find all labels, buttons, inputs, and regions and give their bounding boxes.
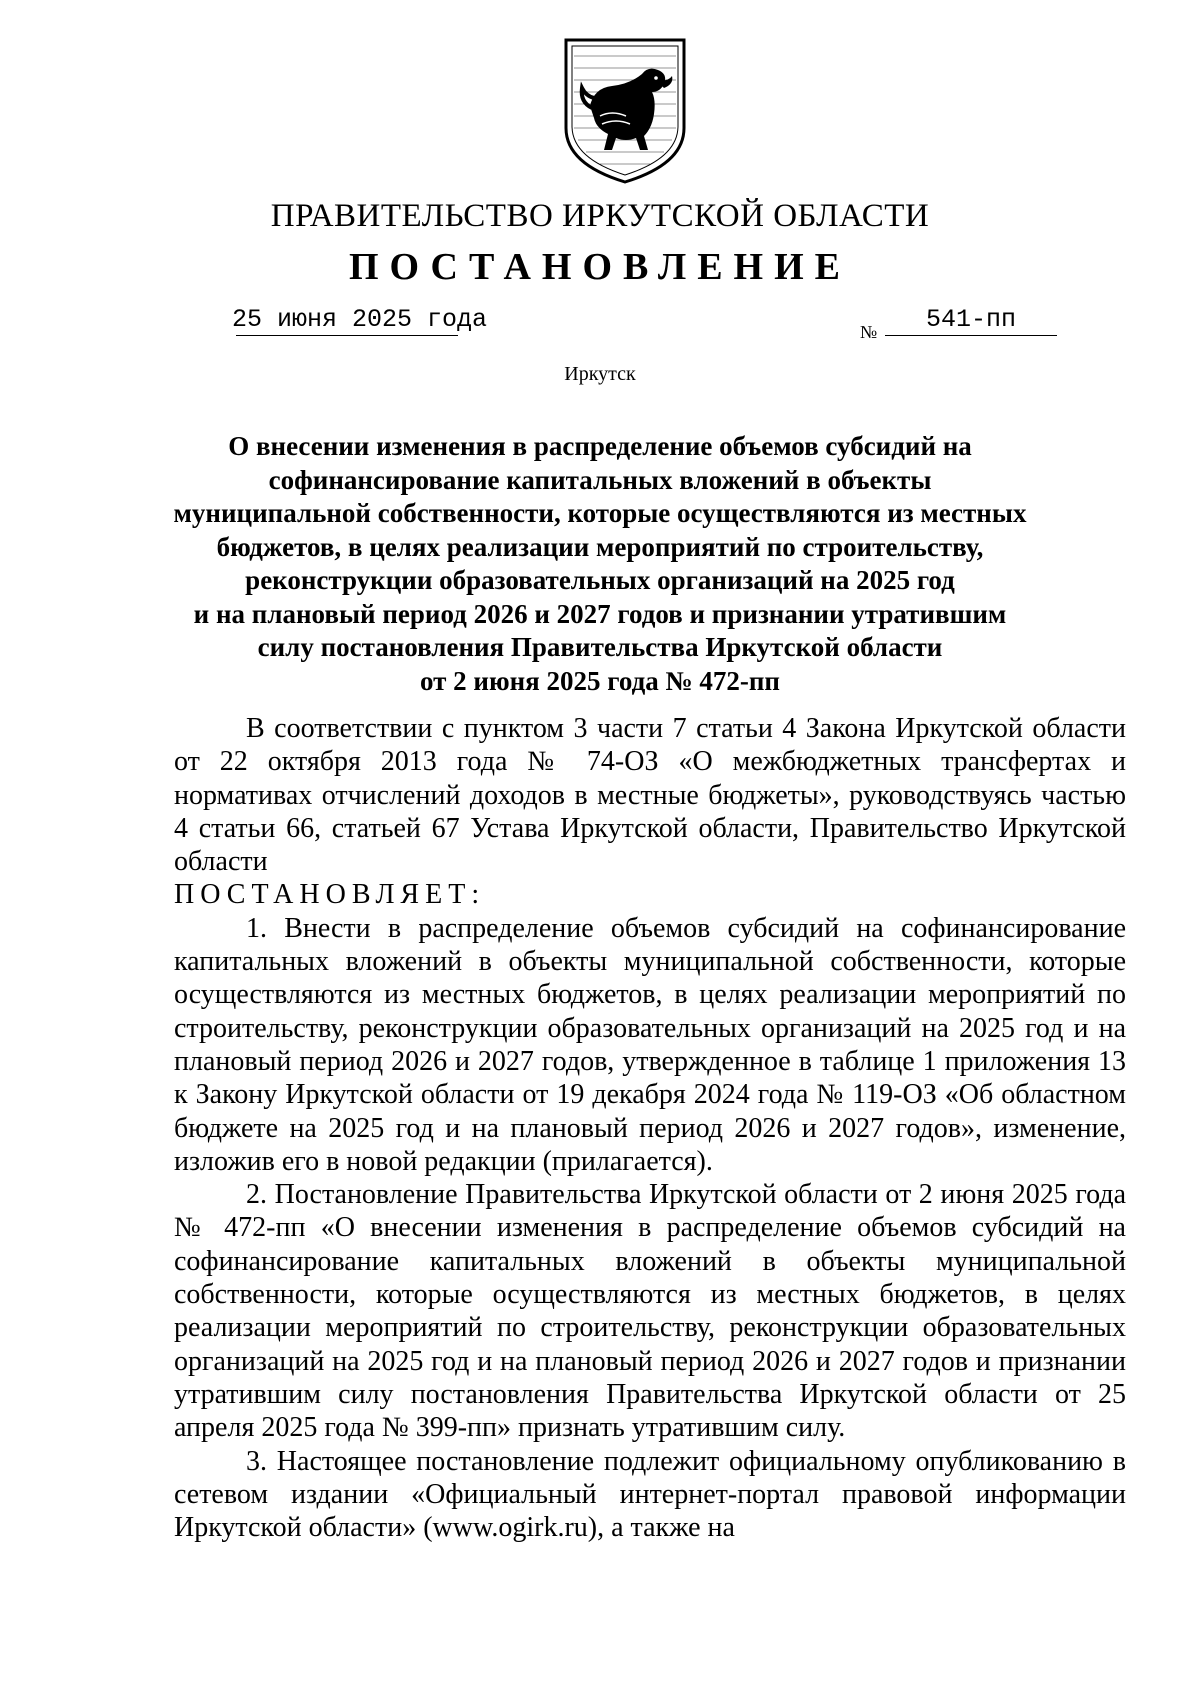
decree-word: ПОСТАНОВЛЯЕТ: <box>174 879 486 911</box>
document-date: 25 июня 2025 года <box>232 305 488 334</box>
irkutsk-coat-of-arms-icon <box>560 36 690 186</box>
document-number: 541-пп <box>925 305 1016 334</box>
document-heading <box>150 430 1050 698</box>
document-type-title: ПОСТАНОВЛЕНИЕ <box>348 246 852 288</box>
document-number-field <box>885 305 1057 336</box>
heading-line: реконструкции образовательных организаций на 2025 год <box>245 565 955 595</box>
item-2-paragraph: 2. Постановление Правительства Иркутской области от 2 июня 2025 года № 472-пп «О внесении изменения в распределение объемов субсидий на софинансирование капитальных вложений в объекты муниципальной собственности, которые осуществляются из местных бюджетов, в целях реализации мероприятий по строительству, реконструкции образовательных организаций на 2025 год и на плановый период 2026 и 2027 годов и признании утратившим силу постановления Правительства Иркутской области от 25 апреля 2025 года № 399-пп» признать утратившим силу. <box>174 1179 1126 1444</box>
heading-line: муниципальной собственности, которые осуществляются из местных <box>173 498 1027 528</box>
heading-line: бюджетов, в целях реализации мероприятий по строительству, <box>216 531 984 562</box>
heading-line: силу постановления Правительства Иркутской области <box>257 632 943 662</box>
document-date-field <box>232 305 488 336</box>
document-body <box>174 712 1126 1544</box>
heading-line: софинансирование капитальных вложений в объекты <box>268 464 932 495</box>
item-1-paragraph: 1. Внести в распределение объемов субсидий на софинансирование капитальных вложений в объекты муниципальной собственности, которые осуществляются из местных бюджетов, в целях реализации мероприятий по строительству, реконструкции образовательных организаций на 2025 год и на плановый период 2026 и 2027 годов, утвержденное в таблице 1 приложения 13 к Закону Иркутской области от 19 декабря 2024 года № 119-ОЗ «Об областном бюджете на 2025 год и на плановый период 2026 и 2027 годов», изменение, изложив его в новой редакции (прилагается). <box>174 912 1126 1177</box>
government-title: ПРАВИТЕЛЬСТВО ИРКУТСКОЙ ОБЛАСТИ <box>270 198 930 234</box>
item-3-paragraph: 3. Настоящее постановление подлежит официальному опубликованию в сетевом издании «Официальный интернет-портал правовой информации Иркутской области» (www.ogirk.ru), а также на <box>174 1445 1126 1544</box>
preamble-paragraph: В соответствии с пунктом 3 части 7 статьи 4 Закона Иркутской области от 22 октября 2013 года № 74-ОЗ «О межбюджетных трансфертах и нормативах отчислений доходов в местные бюджеты», руководствуясь частью 4 статьи 66, статьей 67 Устава Иркутской области, Правительство Иркутской области <box>174 713 1126 878</box>
heading-line: от 2 июня 2025 года № 472-пп <box>420 665 780 696</box>
heading-line: О внесении изменения в распределение объемов субсидий на <box>228 431 972 461</box>
number-sign: № <box>860 322 878 342</box>
document-city: Иркутск <box>564 363 636 385</box>
heading-line: и на плановый период 2026 и 2027 годов и признании утратившим <box>193 598 1007 629</box>
